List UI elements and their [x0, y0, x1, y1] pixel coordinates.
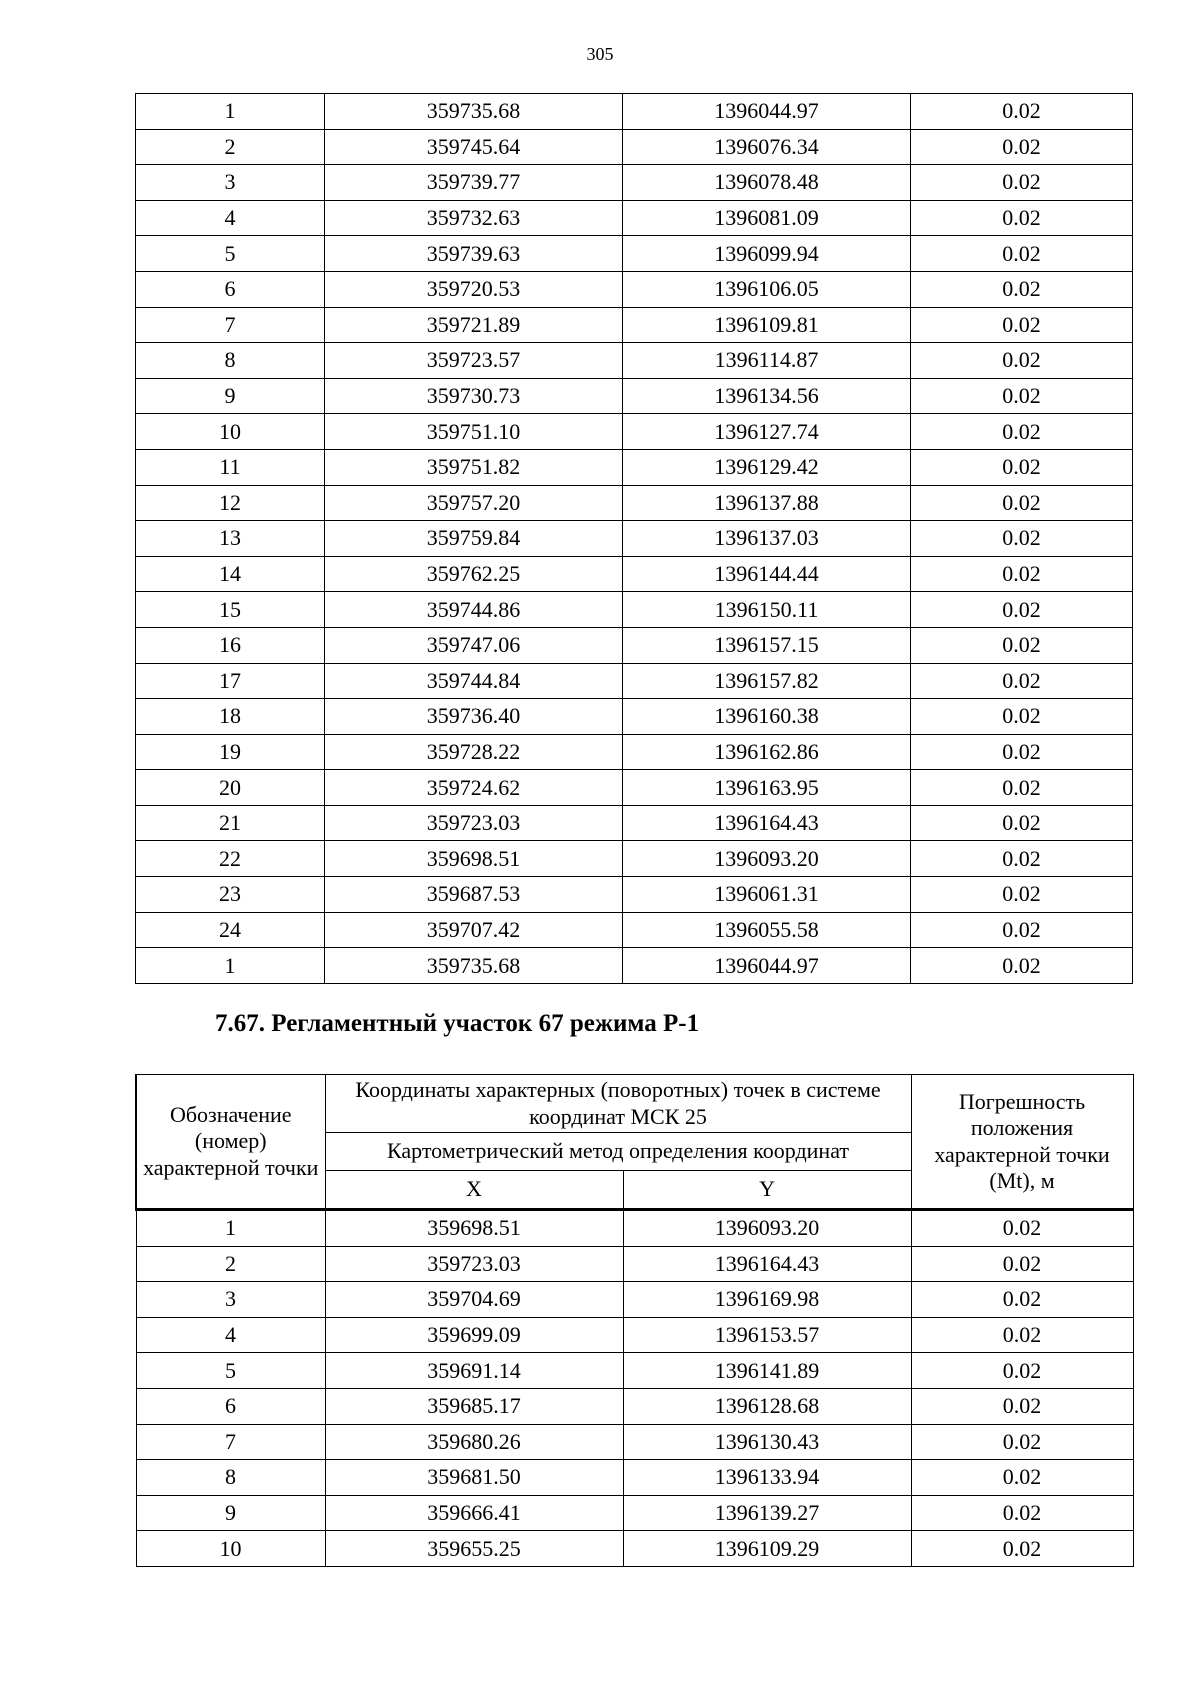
- x-coordinate-cell: 359751.10: [325, 414, 623, 450]
- table-row: [136, 1460, 1133, 1496]
- error-cell: 0.02: [911, 1353, 1133, 1389]
- table-row: [136, 1495, 1133, 1531]
- point-number-cell: 8: [136, 1460, 325, 1496]
- point-number-cell: 23: [136, 877, 325, 913]
- error-cell: 0.02: [911, 805, 1133, 841]
- y-coordinate-cell: 1396163.95: [623, 770, 911, 806]
- y-coordinate-cell: 1396128.68: [623, 1388, 911, 1424]
- x-coordinate-cell: 359751.82: [325, 449, 623, 485]
- x-coordinate-cell: 359730.73: [325, 378, 623, 414]
- y-coordinate-cell: 1396160.38: [623, 699, 911, 735]
- error-cell: 0.02: [911, 1317, 1133, 1353]
- x-coordinate-cell: 359704.69: [325, 1282, 623, 1318]
- error-cell: 0.02: [911, 592, 1133, 628]
- error-cell: 0.02: [911, 877, 1133, 913]
- error-cell: 0.02: [911, 449, 1133, 485]
- y-coordinate-cell: 1396169.98: [623, 1282, 911, 1318]
- x-coordinate-cell: 359685.17: [325, 1388, 623, 1424]
- point-number-cell: 9: [136, 378, 325, 414]
- error-cell: 0.02: [911, 770, 1133, 806]
- header-point-designation: Обозначение (номер) характерной точки: [136, 1075, 325, 1210]
- y-coordinate-cell: 1396055.58: [623, 912, 911, 948]
- y-coordinate-cell: 1396150.11: [623, 592, 911, 628]
- y-coordinate-cell: 1396164.43: [623, 1246, 911, 1282]
- error-cell: 0.02: [911, 129, 1133, 165]
- coordinates-table: [135, 1074, 1134, 1567]
- y-coordinate-cell: 1396044.97: [623, 94, 911, 130]
- y-coordinate-cell: 1396162.86: [623, 734, 911, 770]
- error-cell: 0.02: [911, 94, 1133, 130]
- point-number-cell: 17: [136, 663, 325, 699]
- table-row: [136, 699, 1133, 735]
- error-cell: 0.02: [911, 1495, 1133, 1531]
- table-row: [136, 841, 1133, 877]
- table-row: [136, 1531, 1133, 1567]
- point-number-cell: 10: [136, 414, 325, 450]
- header-y: Y: [623, 1171, 911, 1210]
- point-number-cell: 22: [136, 841, 325, 877]
- x-coordinate-cell: 359707.42: [325, 912, 623, 948]
- x-coordinate-cell: 359762.25: [325, 556, 623, 592]
- coordinates-table-continued: [135, 93, 1133, 984]
- point-number-cell: 4: [136, 200, 325, 236]
- table-row: [136, 414, 1133, 450]
- point-number-cell: 5: [136, 1353, 325, 1389]
- point-number-cell: 14: [136, 556, 325, 592]
- y-coordinate-cell: 1396137.88: [623, 485, 911, 521]
- table-row: [136, 1388, 1133, 1424]
- error-cell: 0.02: [911, 414, 1133, 450]
- error-cell: 0.02: [911, 1246, 1133, 1282]
- x-coordinate-cell: 359728.22: [325, 734, 623, 770]
- error-cell: 0.02: [911, 1210, 1133, 1247]
- y-coordinate-cell: 1396093.20: [623, 1210, 911, 1247]
- x-coordinate-cell: 359744.84: [325, 663, 623, 699]
- y-coordinate-cell: 1396061.31: [623, 877, 911, 913]
- point-number-cell: 2: [136, 1246, 325, 1282]
- point-number-cell: 13: [136, 521, 325, 557]
- x-coordinate-cell: 359666.41: [325, 1495, 623, 1531]
- x-coordinate-cell: 359745.64: [325, 129, 623, 165]
- y-coordinate-cell: 1396141.89: [623, 1353, 911, 1389]
- table-row: [136, 200, 1133, 236]
- x-coordinate-cell: 359720.53: [325, 271, 623, 307]
- header-coordinate-system: Координаты характерных (поворотных) точек в системе координат МСК 25: [325, 1075, 911, 1133]
- table-row: [136, 485, 1133, 521]
- y-coordinate-cell: 1396157.82: [623, 663, 911, 699]
- table-row: [136, 1353, 1133, 1389]
- table-row: [136, 94, 1133, 130]
- error-cell: 0.02: [911, 1424, 1133, 1460]
- error-cell: 0.02: [911, 948, 1133, 984]
- point-number-cell: 1: [136, 948, 325, 984]
- y-coordinate-cell: 1396164.43: [623, 805, 911, 841]
- x-coordinate-cell: 359736.40: [325, 699, 623, 735]
- error-cell: 0.02: [911, 1282, 1133, 1318]
- y-coordinate-cell: 1396137.03: [623, 521, 911, 557]
- point-number-cell: 8: [136, 343, 325, 379]
- table-body: [136, 1210, 1133, 1567]
- y-coordinate-cell: 1396127.74: [623, 414, 911, 450]
- y-coordinate-cell: 1396109.29: [623, 1531, 911, 1567]
- table-row: [136, 236, 1133, 272]
- point-number-cell: 3: [136, 165, 325, 201]
- x-coordinate-cell: 359721.89: [325, 307, 623, 343]
- table-row: [136, 1424, 1133, 1460]
- x-coordinate-cell: 359681.50: [325, 1460, 623, 1496]
- y-coordinate-cell: 1396076.34: [623, 129, 911, 165]
- table-row: [136, 129, 1133, 165]
- x-coordinate-cell: 359723.03: [325, 1246, 623, 1282]
- point-number-cell: 11: [136, 449, 325, 485]
- page-number: 305: [586, 44, 614, 64]
- error-cell: 0.02: [911, 236, 1133, 272]
- x-coordinate-cell: 359687.53: [325, 877, 623, 913]
- table-row: [136, 627, 1133, 663]
- section-heading: 7.67. Регламентный участок 67 режима Р-1: [215, 1010, 700, 1037]
- table-row: [136, 449, 1133, 485]
- table-row: [136, 770, 1133, 806]
- table-row: [136, 663, 1133, 699]
- y-coordinate-cell: 1396139.27: [623, 1495, 911, 1531]
- x-coordinate-cell: 359735.68: [325, 94, 623, 130]
- table-row: [136, 1246, 1133, 1282]
- y-coordinate-cell: 1396153.57: [623, 1317, 911, 1353]
- point-number-cell: 6: [136, 271, 325, 307]
- table-row: [136, 556, 1133, 592]
- error-cell: 0.02: [911, 1460, 1133, 1496]
- x-coordinate-cell: 359739.63: [325, 236, 623, 272]
- x-coordinate-cell: 359699.09: [325, 1317, 623, 1353]
- table-row: [136, 521, 1133, 557]
- y-coordinate-cell: 1396114.87: [623, 343, 911, 379]
- table-row: [136, 734, 1133, 770]
- point-number-cell: 12: [136, 485, 325, 521]
- y-coordinate-cell: 1396099.94: [623, 236, 911, 272]
- point-number-cell: 18: [136, 699, 325, 735]
- table-row: [136, 592, 1133, 628]
- y-coordinate-cell: 1396134.56: [623, 378, 911, 414]
- error-cell: 0.02: [911, 378, 1133, 414]
- point-number-cell: 21: [136, 805, 325, 841]
- x-coordinate-cell: 359732.63: [325, 200, 623, 236]
- point-number-cell: 5: [136, 236, 325, 272]
- x-coordinate-cell: 359723.03: [325, 805, 623, 841]
- error-cell: 0.02: [911, 1531, 1133, 1567]
- y-coordinate-cell: 1396133.94: [623, 1460, 911, 1496]
- y-coordinate-cell: 1396109.81: [623, 307, 911, 343]
- error-cell: 0.02: [911, 165, 1133, 201]
- error-cell: 0.02: [911, 521, 1133, 557]
- table-row: [136, 805, 1133, 841]
- x-coordinate-cell: 359744.86: [325, 592, 623, 628]
- point-number-cell: 10: [136, 1531, 325, 1567]
- header-x: X: [325, 1171, 623, 1210]
- error-cell: 0.02: [911, 343, 1133, 379]
- point-number-cell: 7: [136, 307, 325, 343]
- table-row: [136, 343, 1133, 379]
- table-row: [136, 165, 1133, 201]
- error-cell: 0.02: [911, 912, 1133, 948]
- error-cell: 0.02: [911, 663, 1133, 699]
- y-coordinate-cell: 1396106.05: [623, 271, 911, 307]
- table-row: [136, 378, 1133, 414]
- x-coordinate-cell: 359698.51: [325, 841, 623, 877]
- point-number-cell: 15: [136, 592, 325, 628]
- point-number-cell: 4: [136, 1317, 325, 1353]
- point-number-cell: 7: [136, 1424, 325, 1460]
- table-row: [136, 948, 1133, 984]
- point-number-cell: 1: [136, 1210, 325, 1247]
- table-row: [136, 877, 1133, 913]
- y-coordinate-cell: 1396081.09: [623, 200, 911, 236]
- point-number-cell: 16: [136, 627, 325, 663]
- x-coordinate-cell: 359723.57: [325, 343, 623, 379]
- error-cell: 0.02: [911, 307, 1133, 343]
- x-coordinate-cell: 359691.14: [325, 1353, 623, 1389]
- y-coordinate-cell: 1396093.20: [623, 841, 911, 877]
- x-coordinate-cell: 359757.20: [325, 485, 623, 521]
- x-coordinate-cell: 359747.06: [325, 627, 623, 663]
- error-cell: 0.02: [911, 627, 1133, 663]
- header-position-error: Погрешность положения характерной точки (Mt), м: [911, 1075, 1133, 1210]
- y-coordinate-cell: 1396078.48: [623, 165, 911, 201]
- x-coordinate-cell: 359759.84: [325, 521, 623, 557]
- table-header: [136, 1075, 1133, 1210]
- point-number-cell: 19: [136, 734, 325, 770]
- x-coordinate-cell: 359680.26: [325, 1424, 623, 1460]
- y-coordinate-cell: 1396130.43: [623, 1424, 911, 1460]
- point-number-cell: 24: [136, 912, 325, 948]
- error-cell: 0.02: [911, 271, 1133, 307]
- x-coordinate-cell: 359655.25: [325, 1531, 623, 1567]
- x-coordinate-cell: 359735.68: [325, 948, 623, 984]
- header-method: Картометрический метод определения координат: [325, 1133, 911, 1171]
- y-coordinate-cell: 1396044.97: [623, 948, 911, 984]
- table-row: [136, 1317, 1133, 1353]
- point-number-cell: 20: [136, 770, 325, 806]
- y-coordinate-cell: 1396144.44: [623, 556, 911, 592]
- table-row: [136, 1210, 1133, 1247]
- table-row: [136, 271, 1133, 307]
- error-cell: 0.02: [911, 734, 1133, 770]
- error-cell: 0.02: [911, 556, 1133, 592]
- x-coordinate-cell: 359739.77: [325, 165, 623, 201]
- x-coordinate-cell: 359724.62: [325, 770, 623, 806]
- y-coordinate-cell: 1396129.42: [623, 449, 911, 485]
- error-cell: 0.02: [911, 699, 1133, 735]
- x-coordinate-cell: 359698.51: [325, 1210, 623, 1247]
- error-cell: 0.02: [911, 1388, 1133, 1424]
- point-number-cell: 2: [136, 129, 325, 165]
- error-cell: 0.02: [911, 841, 1133, 877]
- table-row: [136, 307, 1133, 343]
- point-number-cell: 3: [136, 1282, 325, 1318]
- table-body: [136, 94, 1133, 984]
- table-row: [136, 1282, 1133, 1318]
- table-row: [136, 912, 1133, 948]
- error-cell: 0.02: [911, 485, 1133, 521]
- y-coordinate-cell: 1396157.15: [623, 627, 911, 663]
- point-number-cell: 9: [136, 1495, 325, 1531]
- point-number-cell: 6: [136, 1388, 325, 1424]
- point-number-cell: 1: [136, 94, 325, 130]
- error-cell: 0.02: [911, 200, 1133, 236]
